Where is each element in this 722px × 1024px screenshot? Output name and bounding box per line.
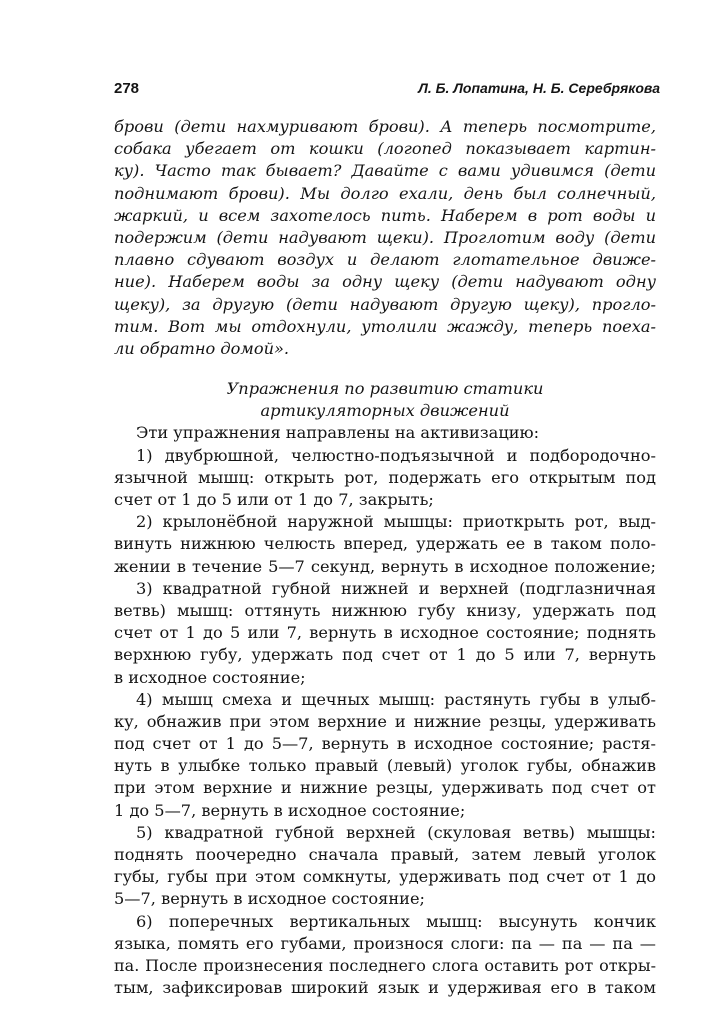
text-line: поднимают брови). Мы долго ехали, день был солнечный, [114, 183, 656, 203]
text-line: па. После произнесения последнего слога оставить рот откры- [114, 955, 656, 975]
text-line: 2) крылонёбной наружной мышцы: приоткрыть рот, выд- [136, 512, 656, 532]
italic-passage [114, 116, 656, 360]
text-line: 1) двубрюшной, челюстно-подъязычной и подбородочно- [136, 445, 656, 465]
text-line: щеку), за другую (дети надувают другую щеку), прогло- [114, 294, 656, 314]
text-line: 5) квадратной губной верхней (скуловая ветвь) мышцы: [136, 822, 656, 842]
text-line: при этом верхние и нижние резцы, удерживать под счет от [114, 778, 656, 798]
text-line: 1 до 5—7, вернуть в исходное состояние; [114, 800, 466, 820]
text-line: винуть нижнюю челюсть вперед, удержать ее в таком поло- [114, 534, 656, 554]
text-line: 5—7, вернуть в исходное состояние; [114, 889, 425, 909]
text-line: счет от 1 до 5 или 7, вернуть в исходное состояние; поднять [114, 623, 656, 643]
text-line: поднять поочередно сначала правый, затем левый уголок [114, 845, 656, 864]
text-line: верхнюю губу, удержать под счет от 1 до 5 или 7, вернуть [114, 645, 656, 665]
text-line: ние). Наберем воды за одну щеку (дети надувают одну [114, 272, 656, 292]
text-line: подержим (дети надувают щеки). Проглотим воду (дети [114, 227, 656, 247]
running-header [114, 80, 660, 97]
text-line: тим. Вот мы отдохнули, утолили жажду, теперь поеха- [114, 316, 656, 336]
heading-line: артикуляторных движений [260, 401, 510, 421]
heading-line: Упражнения по развитию статики [226, 379, 544, 399]
text-line: ку, обнажив при этом верхние и нижние резцы, удерживать [114, 711, 656, 731]
text-line: 6) поперечных вертикальных мышц: высунуть кончик [136, 911, 656, 931]
text-line: жении в течение 5—7 секунд, вернуть в исходное положение; [114, 556, 656, 576]
text-line: 3) квадратной губной нижней и верхней (подглазничная [136, 578, 656, 598]
text-line: счет от 1 до 5 или от 1 до 7, закрыть; [114, 490, 434, 509]
page-body [114, 116, 656, 999]
text-line: ку). Часто так бывает? Давайте с вами удивимся (дети [114, 161, 656, 181]
text-line: плавно сдувают воздух и делают глотательное движе- [114, 250, 656, 270]
text-line: Эти упражнения направлены на активизацию: [136, 423, 540, 443]
text-line: 4) мышц смеха и щечных мышц: растянуть губы в улыб- [136, 689, 656, 709]
text-line: языка, помять его губами, произнося слоги: па — па — па — [114, 933, 656, 953]
text-line: губы, губы при этом сомкнуты, удерживать под счет от 1 до [114, 867, 656, 887]
text-line: язычной мышц: открыть рот, подержать его открытым под [114, 467, 656, 487]
header-authors: Л. Б. Лопатина, Н. Б. Серебрякова [418, 80, 660, 96]
text-line: в исходное состояние; [114, 667, 306, 687]
text-line: нуть в улыбке только правый (левый) уголок губы, обнажив [114, 756, 656, 776]
text-line: жаркий, и всем захотелось пить. Наберем в рот воды и [114, 205, 656, 225]
text-line: тым, зафиксировав широкий язык и удерживая его в таком [114, 978, 656, 998]
text-line: брови (дети нахмуривают брови). А теперь посмотрите, [114, 117, 656, 136]
text-line: ветвь) мышц: оттянуть нижнюю губу книзу, удержать под [114, 600, 656, 620]
exercise-list [114, 422, 656, 999]
section-heading [114, 378, 656, 422]
text-line: под счет от 1 до 5—7, вернуть в исходное состояние; растя- [114, 734, 656, 754]
text-line: собака убегает от кошки (логопед показывает картин- [114, 139, 656, 159]
text-line: ли обратно домой». [114, 338, 290, 358]
page-number: 278 [114, 80, 140, 97]
